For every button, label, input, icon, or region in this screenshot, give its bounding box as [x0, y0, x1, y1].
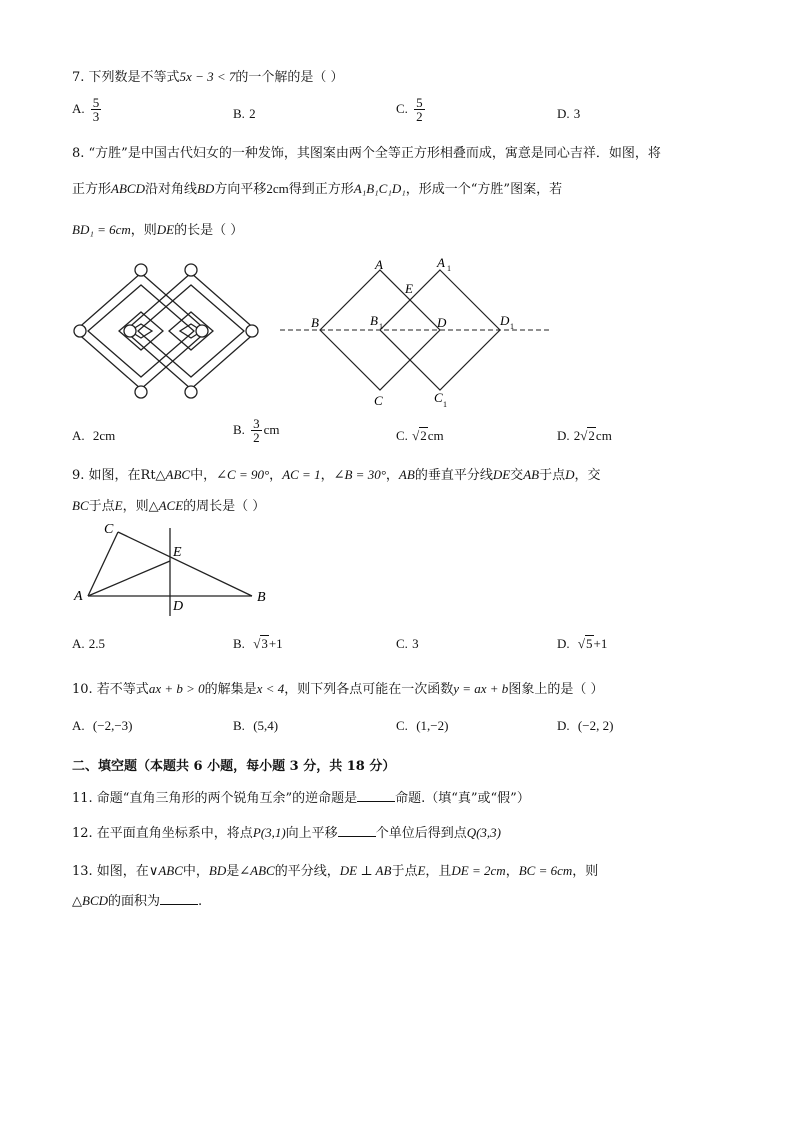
q8-option-c[interactable]: C. √2cm	[396, 428, 444, 443]
q9-triangle-figure	[70, 518, 280, 618]
q9-option-c[interactable]: C. 3	[396, 636, 419, 651]
q7-option-c[interactable]: C. $\frac{5}{2}$	[396, 95, 423, 124]
q7-stem: 7. 下列数是不等式5x − 3 < 7的一个解的是（ ）	[72, 69, 344, 85]
q10-stem: 10. 若不等式ax + b > 0的解集是x < 4，则下列各点可能在一次函数y = ax + b图象上的是（ ）	[72, 681, 604, 697]
sqrt-symbol: √3	[253, 636, 268, 651]
fraction: $\frac{3}{2}$	[253, 416, 260, 445]
sqrt-symbol: √2	[412, 428, 427, 443]
q13-line2: △BCD的面积为 .	[72, 893, 203, 909]
svg-text:1: 1	[510, 322, 514, 331]
svg-text:1: 1	[379, 322, 383, 331]
svg-text:B: B	[257, 590, 266, 605]
fraction: $\frac{5}{3}$	[92, 95, 100, 124]
svg-text:B: B	[370, 313, 378, 328]
svg-text:A: A	[437, 255, 445, 270]
q8-line2: 正方形ABCD沿对角线BD方向平移2cm得到正方形A₁B₁C₁D₁，形成一个“方胜”图案，若	[72, 181, 563, 197]
svg-text:D: D	[437, 315, 447, 330]
svg-text:C: C	[434, 390, 443, 405]
q10-option-a[interactable]: A. (−2,−3)	[72, 718, 133, 733]
q8-square-translation-figure	[275, 252, 565, 412]
svg-text:C: C	[374, 393, 383, 408]
fangsheng-ornament-figure	[68, 258, 268, 408]
sqrt-symbol: √2	[580, 428, 595, 443]
svg-text:D: D	[500, 313, 510, 328]
q11-stem: 11. 命题“直角三角形的两个锐角互余”的逆命题是 命题.（填“真”或“假”）	[72, 791, 530, 806]
q8-line1: 8. “方胜”是中国古代妇女的一种发饰，其图案由两个全等正方形相叠而成，寓意是同心吉祥．如图，将	[72, 146, 661, 161]
section-heading-fill-in: 二、填空题（本题共 6 小题，每小题 3 分，共 18 分）	[72, 759, 396, 774]
fraction: $\frac{5}{2}$	[416, 95, 423, 124]
svg-text:D: D	[173, 599, 184, 614]
q9-option-b[interactable]: B. √3+1	[233, 636, 283, 651]
q9-line1: 9. 如图，在Rt△ABC中，∠C = 90°，AC = 1，∠B = 30°，AB的垂直平分线DE交AB于点D，交	[72, 467, 601, 483]
q7-option-b[interactable]: B. 2	[233, 106, 256, 121]
q13-line1: 13. 如图，在∨ABC中，BD是∠ABC的平分线，DE ⊥ AB于点E，且DE = 2cm，BC = 6cm，则	[72, 863, 599, 879]
svg-text:B: B	[311, 315, 319, 330]
q7-option-a[interactable]: A. $\frac{5}{3}$	[72, 95, 100, 124]
svg-text:A: A	[74, 589, 83, 604]
q8-line3: BD₁ = 6cm，则DE的长是（ ）	[72, 222, 244, 238]
q7-option-d[interactable]: D. 3	[557, 106, 581, 121]
q9-option-a[interactable]: A. 2.5	[72, 636, 106, 651]
svg-text:1: 1	[447, 264, 451, 273]
svg-text:1: 1	[443, 400, 447, 409]
q9-line2: BC于点E，则△ACE的周长是（ ）	[72, 498, 266, 514]
answer-blank[interactable]	[160, 892, 198, 905]
answer-blank[interactable]	[357, 789, 395, 802]
q10-option-b[interactable]: B. (5,4)	[233, 718, 279, 733]
q10-option-c[interactable]: C. (1,−2)	[396, 718, 449, 733]
q8-option-a[interactable]: A. 2cm	[72, 428, 116, 443]
answer-blank[interactable]	[338, 824, 376, 837]
sqrt-symbol: √5	[577, 636, 593, 651]
q9-option-d[interactable]: D. √5+1	[557, 636, 608, 651]
svg-text:A: A	[375, 257, 383, 272]
q12-stem: 12. 在平面直角坐标系中，将点P(3,1)向上平移 个单位后得到点Q(3,3)	[72, 825, 501, 841]
q10-option-d[interactable]: D. (−2, 2)	[557, 718, 614, 733]
svg-text:C: C	[104, 522, 114, 537]
q8-option-b[interactable]: B. $\frac{3}{2}$ cm	[233, 416, 280, 445]
q8-option-d[interactable]: D. 2√2cm	[557, 428, 612, 443]
svg-text:E: E	[173, 545, 182, 560]
svg-text:E: E	[405, 281, 413, 296]
